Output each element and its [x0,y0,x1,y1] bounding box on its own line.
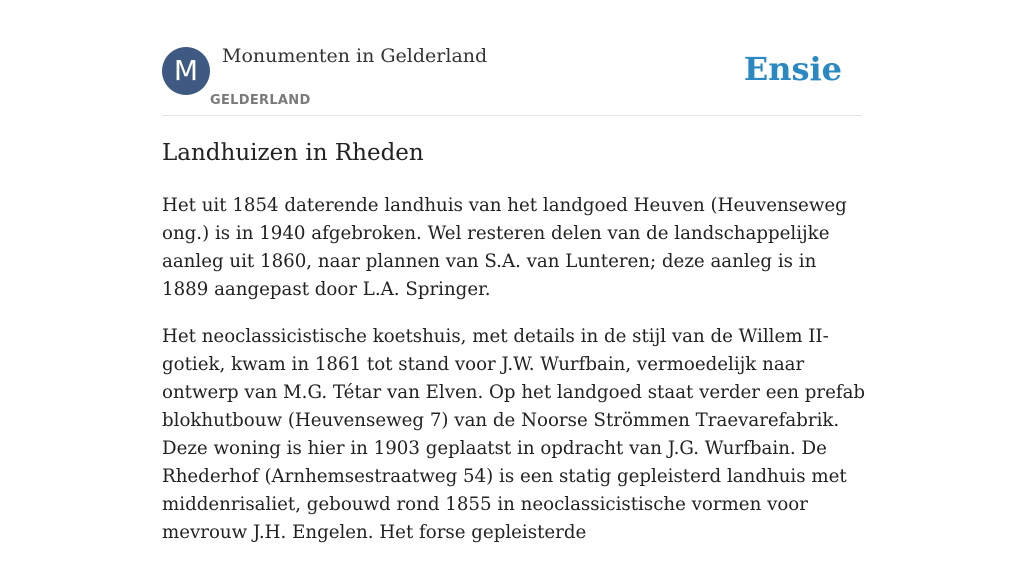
article-title: Landhuizen in Rheden [162,140,424,166]
header [162,0,862,116]
source-category[interactable]: GELDERLAND [210,93,311,108]
paragraph: Het uit 1854 daterende landhuis van het landgoed Heuven (Heuvenseweg ong.) is in 1940 afgebroken. Wel resteren delen van de landschappelijke aanleg uit 1860, naar plannen van S.A. van Lunteren; deze aanleg is in 1889 aangepast door L.A. Springer. [162,195,847,300]
paragraph: Het neoclassicistische koetshuis, met details in de stijl van de Willem II-gotiek, kwam in 1861 tot stand voor J.W. Wurfbain, vermoedelijk naar ontwerp van M.G. Tétar van Elven. Op het landgoed staat verder een prefab blokhutbouw (Heuvenseweg 7) van de Noorse Strömmen Traevarefabrik. Deze woning is hier in 1903 geplaatst in opdracht van J.G. Wurfbain. De Rhederhof (Arnhemsestraatweg 54) is een statig gepleisterd landhuis met middenrisaliet, gebouwd rond 1855 in neoclassicistische vormen voor mevrouw J.H. Engelen. Het forse gepleisterde [162,326,866,543]
source-title[interactable]: Monumenten in Gelderland [222,45,488,67]
avatar[interactable]: M [162,47,210,95]
article-body [162,192,866,566]
brand-logo[interactable]: Ensie [743,50,842,88]
